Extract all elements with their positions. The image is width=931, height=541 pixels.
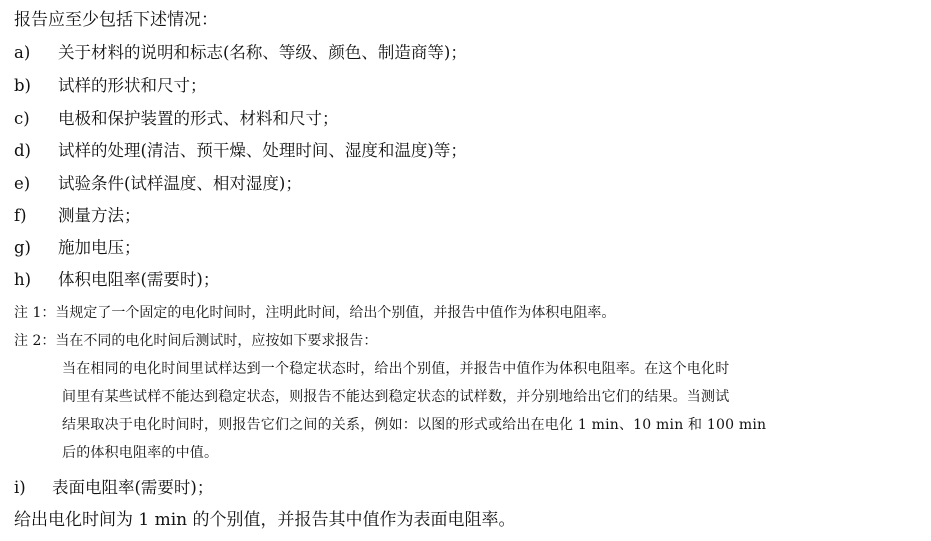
list-item-label: e)	[14, 174, 31, 193]
intro-line: 报告应至少包括下述情况：	[14, 10, 218, 30]
note-2-body-line: 后的体积电阻率的中值。	[62, 445, 219, 461]
list-item-text: 关于材料的说明和标志(名称、等级、颜色、制造商等)；	[58, 43, 467, 62]
list-item-text: 试样的形状和尺寸；	[58, 76, 207, 95]
list-item-c	[14, 111, 339, 128]
list-item-h	[14, 272, 219, 289]
list-item-label: b)	[14, 76, 31, 95]
note-2: 注 2：当在不同的电化时间后测试时，应按如下要求报告：	[14, 333, 378, 349]
list-item-label: i)	[14, 478, 26, 497]
list-item-b	[14, 78, 207, 95]
note-2-body-line: 结果取决于电化时间时，则报告它们之间的关系，例如：以图的形式或给出在电化 1 min、10 min 和 100 min	[62, 417, 767, 433]
list-item-text: 施加电压；	[58, 238, 141, 257]
list-item-label: f)	[14, 206, 27, 225]
note-1: 注 1：当规定了一个固定的电化时间时，注明此时间，给出个别值，并报告中值作为体积电阻率。	[14, 305, 616, 321]
list-item-text: 试样的处理(清洁、预干燥、处理时间、湿度和温度)等；	[58, 141, 467, 160]
list-item-a	[14, 45, 467, 62]
list-item-label: d)	[14, 141, 31, 160]
list-item-f	[14, 208, 141, 225]
list-item-text: 试验条件(试样温度、相对湿度)；	[58, 174, 302, 193]
list-item-d	[14, 143, 467, 160]
list-item-g	[14, 240, 141, 257]
list-item-label: c)	[14, 109, 30, 128]
note-2-body-line: 当在相同的电化时间里试样达到一个稳定状态时，给出个别值，并报告中值作为体积电阻率。在这个电化时	[62, 361, 730, 377]
list-item-label: g)	[14, 238, 31, 257]
list-item-label: h)	[14, 270, 32, 289]
list-item-text: 电极和保护装置的形式、材料和尺寸；	[58, 109, 339, 128]
list-item-label: a)	[14, 43, 31, 62]
final-line: 给出电化时间为 1 min 的个别值，并报告其中值作为表面电阻率。	[14, 510, 516, 530]
list-item-i	[14, 480, 213, 497]
list-item-text: 测量方法；	[58, 206, 141, 225]
list-item-text: 表面电阻率(需要时)；	[52, 478, 214, 497]
list-item-text: 体积电阻率(需要时)；	[58, 270, 220, 289]
note-2-body-line: 间里有某些试样不能达到稳定状态，则报告不能达到稳定状态的试样数，并分别地给出它们的结果。当测试	[62, 389, 730, 405]
list-item-e	[14, 176, 302, 193]
